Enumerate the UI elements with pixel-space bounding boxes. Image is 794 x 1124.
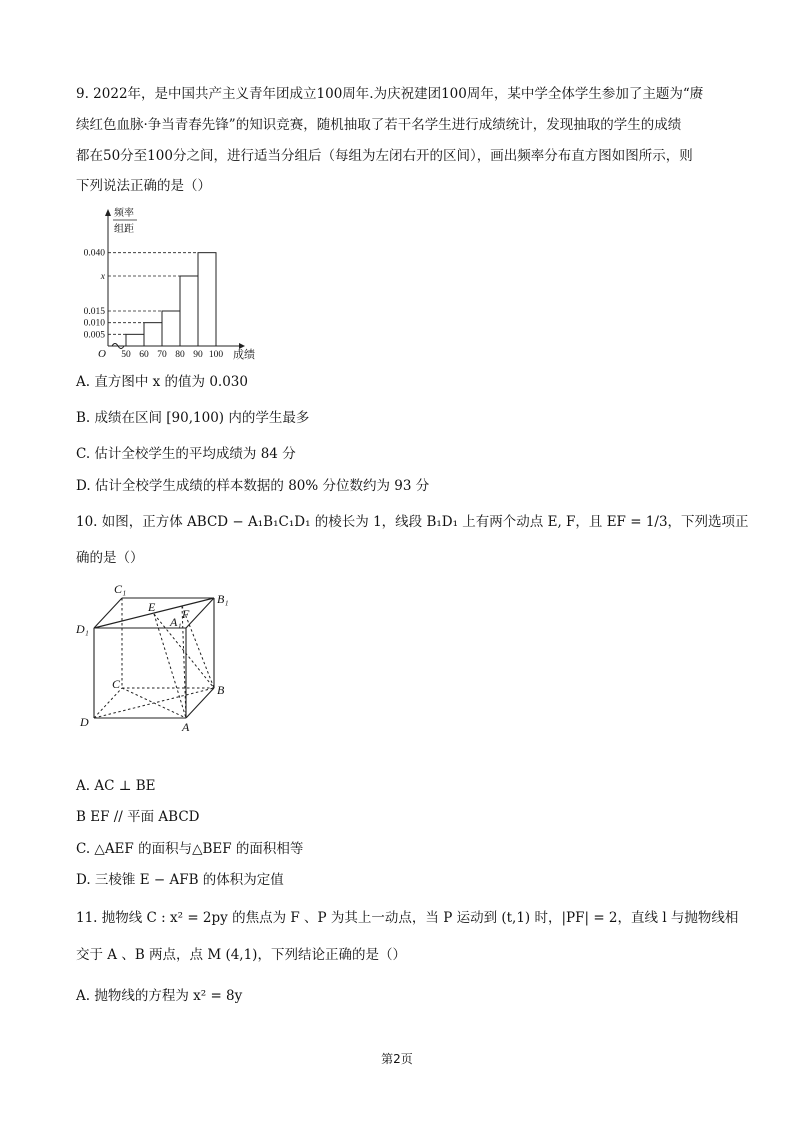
x-tick-label: 70 (157, 350, 167, 360)
y-tick-label: 0.015 (83, 307, 105, 317)
q10-line-1: 10. 如图，正方体 ABCD − A₁B₁C₁D₁ 的棱长为 1，线段 B₁D₁ 上有两个动点 E, F，且 EF = 1/3，下列选项正 (76, 514, 749, 530)
y-axis-label-top: 频率 (114, 208, 134, 219)
y-axis-label-bottom: 组距 (114, 224, 134, 235)
label-e: E (148, 600, 156, 614)
x-axis-label: 成绩 (233, 349, 255, 361)
label-b1: B₁ (217, 592, 229, 606)
x-tick-label: 80 (175, 350, 185, 360)
q10-option-a: A. AC ⊥ BE (76, 778, 156, 794)
origin-label: O (98, 348, 106, 360)
label-c: C (112, 677, 121, 691)
q10-option-b: B EF // 平面 ABCD (76, 809, 200, 825)
x-tick-label: 60 (139, 350, 149, 360)
label-c1: C₁ (114, 582, 127, 596)
y-tick-label: 0.005 (83, 330, 105, 341)
q9-option-d: D. 估计全校学生成绩的样本数据的 80% 分位数约为 93 分 (76, 478, 430, 494)
q10-option-d: D. 三棱锥 E − AFB 的体积为定值 (76, 872, 284, 888)
q11-line-2: 交于 A 、B 两点，点 M (4,1)，下列结论正确的是（） (76, 947, 406, 963)
q9-line-2: 续红色血脉·争当青春先锋”的知识竞赛，随机抽取了若干名学生进行成绩统计，发现抽取的学生的成绩 (76, 117, 682, 133)
q9-option-b: B. 成绩在区间 [90,100) 内的学生最多 (76, 410, 310, 426)
label-a1: A₁ (170, 615, 182, 629)
y-axis-arrow (105, 209, 111, 216)
y-tick-label: x (100, 272, 105, 282)
q10-option-c: C. △AEF 的面积与△BEF 的面积相等 (76, 841, 304, 857)
q9-option-c: C. 估计全校学生的平均成绩为 84 分 (76, 446, 296, 462)
histogram-bar (126, 334, 144, 346)
q9-line-3: 都在50分至100分之间，进行适当分组后（每组为左闭右开的区间），画出频率分布直方图如图所示，则 (76, 148, 693, 164)
q11-line-1: 11. 抛物线 C : x² = 2py 的焦点为 F 、P 为其上一动点，当 P 运动到 (t,1) 时，|PF| = 2，直线 l 与抛物线相 (76, 910, 739, 926)
diag-db-hidden (94, 688, 214, 718)
label-a: A (182, 720, 190, 734)
x-tick-label: 100 (208, 350, 224, 360)
q9-line-4: 下列说法正确的是（） (76, 178, 211, 194)
histogram-bar (162, 311, 180, 346)
edge-ab (186, 688, 214, 718)
segment-fa-hidden (182, 606, 186, 718)
label-d: D (80, 715, 89, 729)
y-tick-label: 0.040 (83, 248, 105, 259)
cube-figure (74, 580, 244, 740)
segment-ea-hidden (154, 614, 186, 718)
histogram-bar (198, 253, 216, 346)
x-tick-label: 90 (193, 350, 203, 360)
page-number: 第2页 (381, 1052, 413, 1066)
edge-dc-hidden (94, 688, 122, 718)
label-b: B (217, 683, 225, 697)
label-f: F (182, 607, 190, 621)
histogram-bar (144, 323, 162, 346)
q9-option-a: A. 直方图中 x 的值为 0.030 (76, 374, 248, 390)
frequency-histogram (74, 204, 294, 364)
q11-option-a: A. 抛物线的方程为 x² = 8y (76, 988, 243, 1004)
q10-line-2: 确的是（） (76, 550, 144, 566)
y-tick-label: 0.010 (83, 318, 105, 329)
edge-d1c1 (94, 598, 122, 628)
edge-a1b1 (186, 598, 214, 628)
q9-line-1: 9. 2022年，是中国共产主义青年团成立100周年.为庆祝建团100周年，某中学全体学生参加了主题为“赓 (76, 86, 704, 102)
histogram-bar (180, 276, 198, 346)
label-d1: D₁ (76, 622, 89, 636)
x-tick-label: 50 (121, 350, 131, 360)
